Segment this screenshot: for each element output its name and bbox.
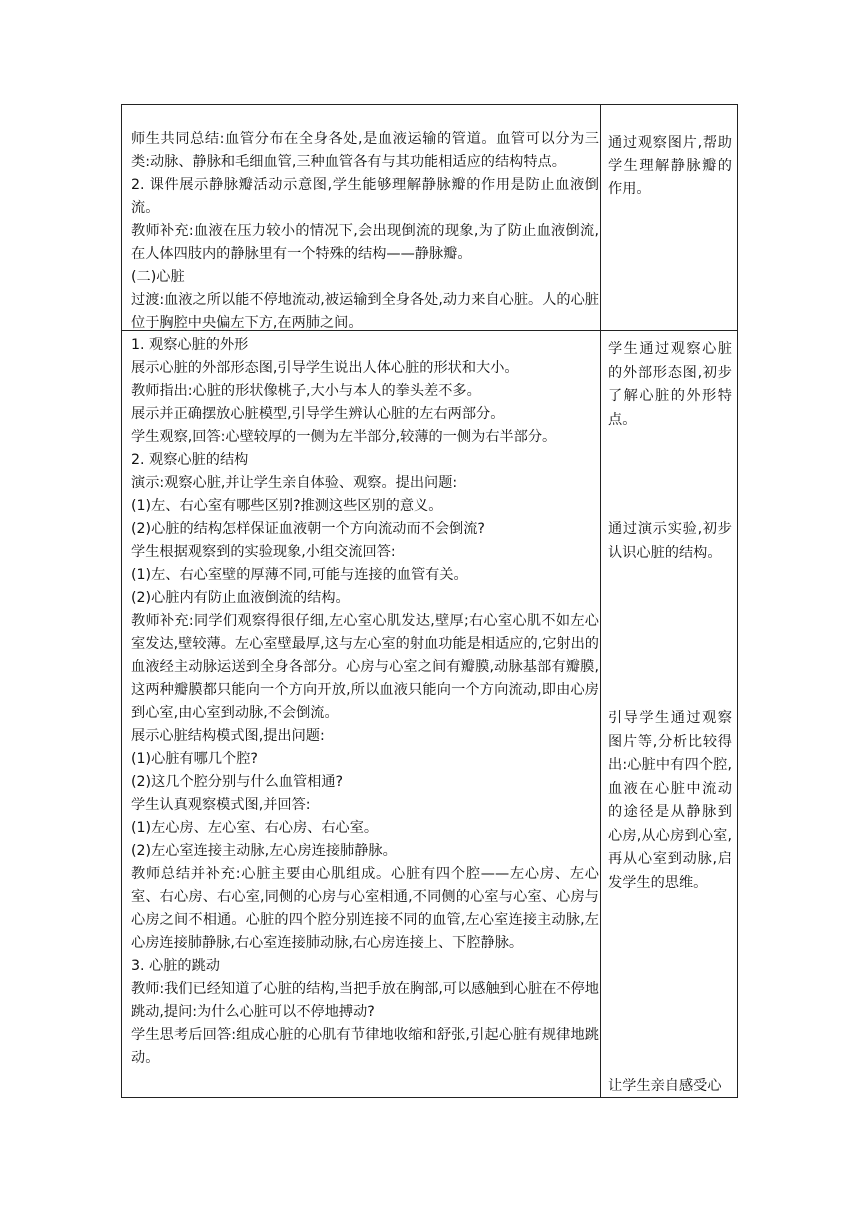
question: (2)这几个腔分别与什么血管相通? bbox=[131, 774, 344, 790]
design-intent-text: 让学生亲自感受心 bbox=[608, 1078, 722, 1094]
design-intent-text: 通过观察图片,帮助学生理解静脉瓣的作用。 bbox=[608, 135, 732, 197]
answer: (2)心脏内有防止血液倒流的结构。 bbox=[131, 590, 350, 606]
answer: (1)左、右心室壁的厚薄不同,可能与连接的血管有关。 bbox=[131, 567, 468, 583]
answer: (1)左心房、左心室、右心房、右心室。 bbox=[131, 820, 379, 836]
teaching-process-cell-2 bbox=[131, 334, 599, 1070]
paragraph: 展示心脏结构模式图,提出问题: bbox=[131, 728, 325, 744]
paragraph: 演示:观察心脏,并让学生亲自体验、观察。提出问题: bbox=[131, 475, 458, 491]
paragraph: 学生思考后回答:组成心脏的心肌有节律地收缩和舒张,引起心脏有规律地跳动。 bbox=[131, 1027, 599, 1066]
answer: (2)左心室连接主动脉,左心房连接肺静脉。 bbox=[131, 843, 397, 859]
paragraph: 教师总结并补充:心脏主要由心肌组成。心脏有四个腔——左心房、左心室、右心房、右心室,同侧的心房与心室相通,不同侧的心室与心室、心房与心房之间不相通。心脏的四个腔分别连接不同的血管,左心室连接主动脉,左心房连接肺静脉,右心室连接肺动脉,右心房连接上、下腔静脉。 bbox=[131, 866, 599, 951]
section-heading: (二)心脏 bbox=[131, 269, 185, 285]
paragraph: 过渡:血液之所以能不停地流动,被运输到全身各处,动力来自心脏。人的心脏位于胸腔中央偏左下方,在两肺之间。 bbox=[131, 292, 599, 331]
column-divider bbox=[600, 104, 601, 1098]
design-intent-cell-2d bbox=[608, 1075, 732, 1098]
question: (2)心脏的结构怎样保证血液朝一个方向流动而不会倒流? bbox=[131, 521, 485, 537]
subsection-heading: 1. 观察心脏的外形 bbox=[131, 337, 249, 353]
paragraph: 展示心脏的外部形态图,引导学生说出人体心脏的形状和大小。 bbox=[131, 360, 519, 376]
design-intent-cell-2a bbox=[608, 338, 732, 432]
subsection-heading: 3. 心脏的跳动 bbox=[131, 958, 220, 974]
paragraph: 教师:我们已经知道了心脏的结构,当把手放在胸部,可以感触到心脏在不停地跳动,提问:为什么心脏可以不停地搏动? bbox=[131, 981, 599, 1020]
teaching-process-cell-1 bbox=[131, 128, 599, 335]
design-intent-cell-1 bbox=[608, 132, 732, 201]
paragraph: 师生共同总结:血管分布在全身各处,是血液运输的管道。血管可以分为三类:动脉、静脉和毛细血管,三种血管各有与其功能相适应的结构特点。 bbox=[131, 131, 599, 170]
design-intent-cell-2b bbox=[608, 518, 732, 565]
paragraph: 教师补充:同学们观察得很仔细,左心室心肌发达,壁厚;右心室心肌不如左心室发达,壁较薄。左心室壁最厚,这与左心室的射血功能是相适应的,它射出的血液经主动脉运送到全身各部分。心房与心室之间有瓣膜,动脉基部有瓣膜,这两种瓣膜都只能向一个方向开放,所以血液只能向一个方向流动,即由心房到心室,由心室到动脉,不会倒流。 bbox=[131, 613, 599, 721]
design-intent-text: 通过演示实验,初步认识心脏的结构。 bbox=[608, 521, 732, 561]
paragraph: 教师指出:心脏的形状像桃子,大小与本人的拳头差不多。 bbox=[131, 383, 481, 399]
paragraph: 展示并正确摆放心脏模型,引导学生辨认心脏的左右两部分。 bbox=[131, 406, 505, 422]
design-intent-text: 引导学生通过观察图片等,分析比较得出:心脏中有四个腔,血液在心脏中流动的途径是从静脉到心房,从心房到心室,再从心室到动脉,启发学生的思维。 bbox=[608, 710, 732, 891]
question: (1)左、右心室有哪些区别?推测这些区别的意义。 bbox=[131, 498, 443, 514]
subsection-heading: 2. 观察心脏的结构 bbox=[131, 452, 249, 468]
paragraph: 学生观察,回答:心壁较厚的一侧为左半部分,较薄的一侧为右半部分。 bbox=[131, 429, 557, 445]
paragraph: 学生认真观察模式图,并回答: bbox=[131, 797, 311, 813]
paragraph: 学生根据观察到的实验现象,小组交流回答: bbox=[131, 544, 396, 560]
paragraph: 教师补充:血液在压力较小的情况下,会出现倒流的现象,为了防止血液倒流,在人体四肢内的静脉里有一个特殊的结构——静脉瓣。 bbox=[131, 223, 599, 262]
question: (1)心脏有哪几个腔? bbox=[131, 751, 258, 767]
design-intent-text: 学生通过观察心脏的外部形态图,初步了解心脏的外形特点。 bbox=[608, 341, 732, 428]
paragraph: 2. 课件展示静脉瓣活动示意图,学生能够理解静脉瓣的作用是防止血液倒流。 bbox=[131, 177, 599, 216]
design-intent-cell-2c bbox=[608, 707, 732, 895]
